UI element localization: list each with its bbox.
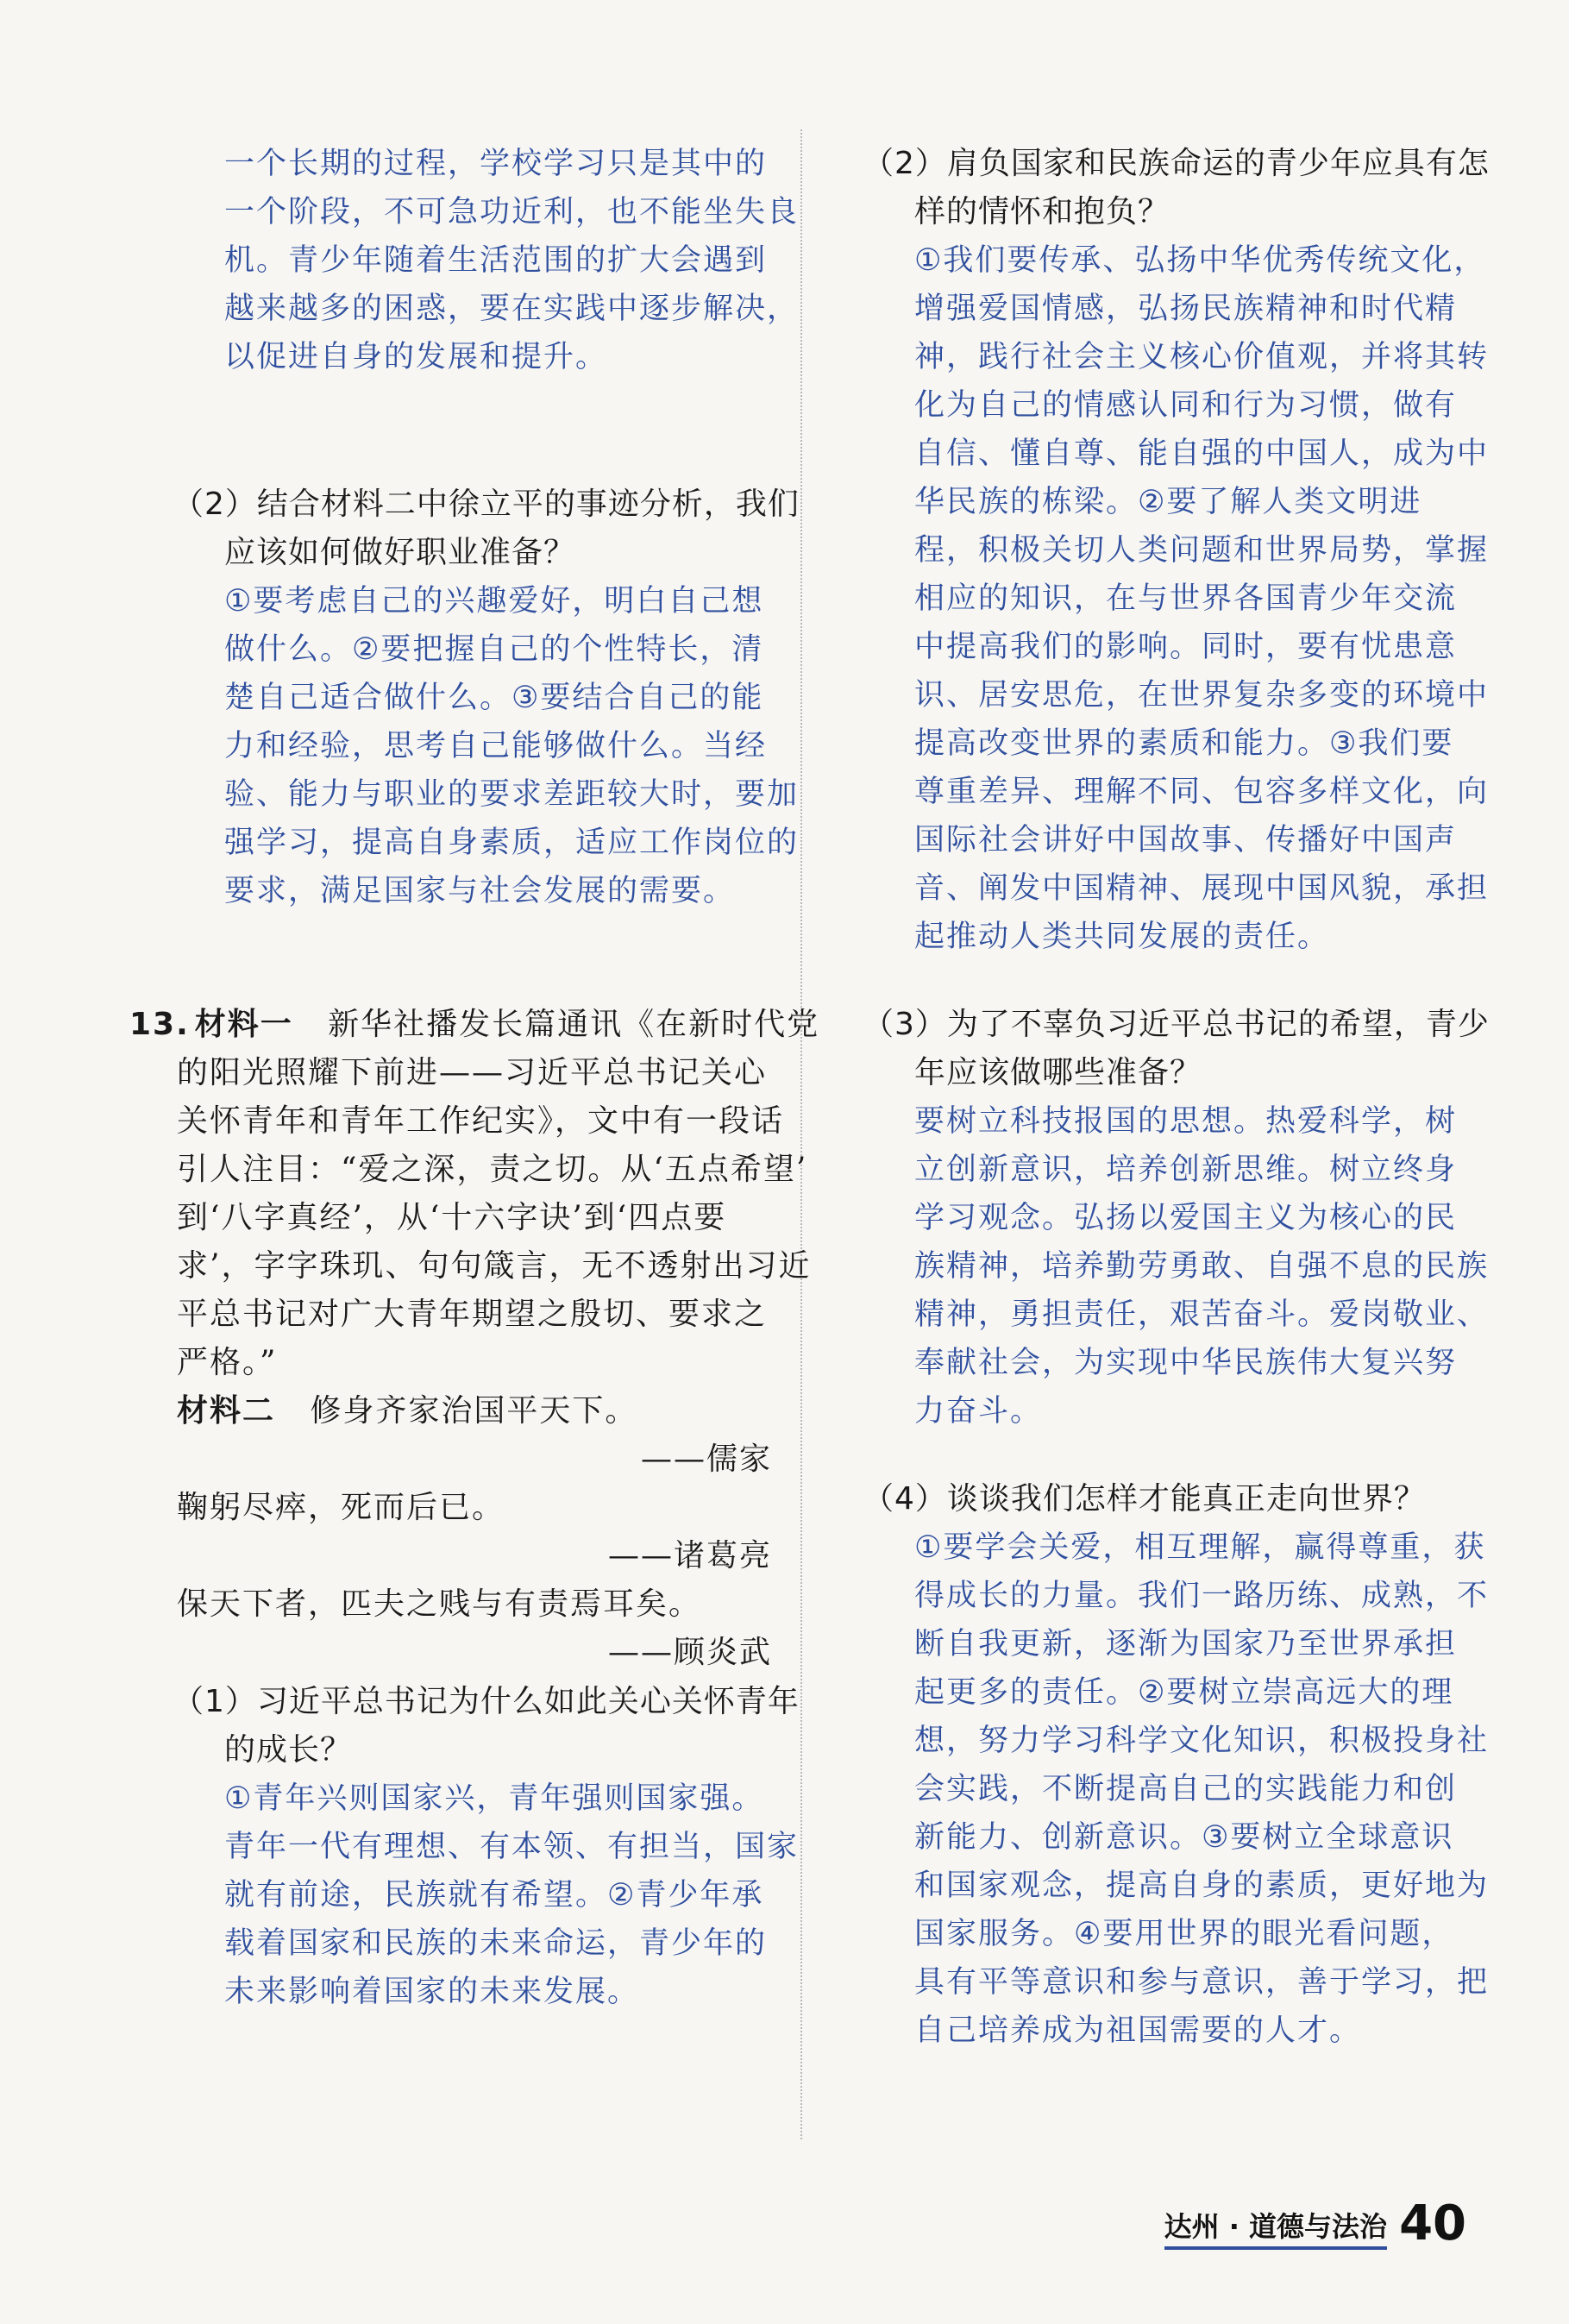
material-2-label: 材料二: [177, 1393, 276, 1429]
material-line: 的阳光照耀下前进——习近平总书记关心: [177, 1055, 768, 1090]
answer-12-2: [224, 577, 799, 915]
answer-13-2: [914, 236, 1489, 961]
answer-line: 神，践行社会主义核心价值观，并将其转: [914, 340, 1490, 374]
answer-line: 奉献社会，为实现中华民族伟大复兴努: [914, 1346, 1458, 1380]
answer-line: 起推动人类共同发展的责任。: [914, 920, 1330, 954]
question-line: （2）结合材料二中徐立平的事迹分析，我们: [173, 487, 800, 522]
material-line: 求’，字字珠玑、句句箴言，无不透射出习近: [177, 1248, 812, 1284]
material-1-text: 新华社播发长篇通讯《在新时代党: [328, 1007, 820, 1042]
question-line: 样的情怀和抱负？: [914, 194, 1170, 229]
material-2-text: 修身齐家治国平天下。: [310, 1393, 638, 1429]
answer-line: 越来越多的困惑，要在实践中逐步解决，: [224, 292, 800, 326]
answer-line: 力奋斗。: [914, 1394, 1043, 1429]
answer-line: 提高改变世界的素质和能力。③我们要: [914, 726, 1454, 761]
answer-line: 断自我更新，逐渐为国家乃至世界承担: [914, 1627, 1458, 1661]
answer-line: 要求，满足国家与社会发展的需要。: [224, 874, 736, 908]
quote-source: ——诸葛亮: [607, 1538, 772, 1573]
quote-source: ——顾炎武: [607, 1635, 772, 1670]
answer-line: 机。青少年随着生活范围的扩大会遇到: [224, 243, 768, 278]
answer-line: 学习观念。弘扬以爱国主义为核心的民: [914, 1201, 1458, 1235]
answer-line: 族精神，培养勤劳勇敢、自强不息的民族: [914, 1249, 1490, 1284]
answer-line: 会实践，不断提高自己的实践能力和创: [914, 1772, 1458, 1806]
answer-line: 起更多的责任。②要树立崇高远大的理: [914, 1675, 1454, 1710]
question-line: （1）习近平总书记为什么如此关心关怀青年: [173, 1684, 800, 1719]
answer-line: 自信、懂自尊、能自强的中国人，成为中: [914, 437, 1490, 471]
answer-continued: [224, 140, 799, 381]
question-line: （3）为了不辜负习近平总书记的希望，青少: [863, 1007, 1490, 1042]
material-line: 引人注目：“爱之深，责之切。从‘五点希望’: [177, 1152, 808, 1187]
answer-line: ①青年兴则国家兴，青年强则国家强。: [224, 1781, 764, 1816]
question-13-4: [863, 1475, 1426, 1523]
question-number: 13.: [129, 1007, 190, 1042]
answer-line: 国家服务。④要用世界的眼光看问题，: [914, 1917, 1454, 1951]
answer-line: 程，积极关切人类问题和世界局势，掌握: [914, 533, 1490, 568]
material-1-label: 材料一: [194, 1007, 293, 1042]
question-line: 的成长？: [224, 1732, 353, 1768]
answer-line: 化为自己的情感认同和行为习惯，做有: [914, 388, 1458, 423]
answer-line: 以促进自身的发展和提升。: [224, 340, 608, 374]
answer-line: 就有前途，民族就有希望。②青少年承: [224, 1878, 764, 1913]
answer-line: 相应的知识，在与世界各国青少年交流: [914, 581, 1458, 616]
quote-source: ——儒家: [640, 1442, 772, 1477]
page-footer: [1121, 2189, 1466, 2250]
question-13-1: [173, 1678, 800, 1774]
answer-line: 一个阶段，不可急功近利，也不能坐失良: [224, 195, 800, 229]
answer-line: 自己培养成为祖国需要的人才。: [914, 2013, 1362, 2048]
question-line: 年应该做哪些准备？: [914, 1055, 1202, 1090]
material-line: 到‘八字真经’，从‘十六字诀’到‘四点要: [177, 1200, 727, 1235]
answer-line: 青年一代有理想、有本领、有担当，国家: [224, 1830, 800, 1864]
answer-line: 华民族的栋梁。②要了解人类文明进: [914, 485, 1422, 519]
answer-line: 中提高我们的影响。同时，要有忧患意: [914, 630, 1458, 664]
answer-line: 载着国家和民族的未来命运，青少年的: [224, 1926, 768, 1961]
quote-text: 鞠躬尽瘁，死而后已。: [177, 1490, 505, 1525]
answer-line: 要树立科技报国的思想。热爱科学，树: [914, 1104, 1458, 1139]
material-line: 严格。”: [177, 1345, 278, 1380]
answer-line: ①要考虑自己的兴趣爱好，明白自己想: [224, 584, 764, 619]
material-2-line: [177, 1387, 776, 1435]
question-line: （4）谈谈我们怎样才能真正走向世界？: [863, 1481, 1426, 1517]
answer-line: 和国家观念，提高自身的素质，更好地为: [914, 1869, 1490, 1903]
quote-text: 保天下者，匹夫之贱与有责焉耳矣。: [177, 1586, 702, 1622]
answer-line: 楚自己适合做什么。③要结合自己的能: [224, 681, 764, 715]
answer-line: 尊重差异、理解不同、包容多样文化，向: [914, 775, 1490, 809]
answer-line: 一个长期的过程，学校学习只是其中的: [224, 147, 768, 181]
page-number: 40: [1399, 2195, 1466, 2252]
answer-line: 验、能力与职业的要求差距较大时，要加: [224, 777, 800, 812]
question-line: （2）肩负国家和民族命运的青少年应具有怎: [863, 146, 1490, 181]
answer-line: ①要学会关爱，相互理解，赢得尊重，获: [914, 1530, 1486, 1565]
answer-line: 音、阐发中国精神、展现中国风貌，承担: [914, 871, 1490, 906]
answer-line: 做什么。②要把握自己的个性特长，清: [224, 632, 764, 667]
answer-line: 力和经验，思考自己能够做什么。当经: [224, 729, 768, 763]
material-1-first-line: [129, 1001, 820, 1049]
answer-13-1: [224, 1774, 799, 2016]
answer-line: 具有平等意识和参与意识，善于学习，把: [914, 1965, 1490, 2000]
answer-line: 国际社会讲好中国故事、传播好中国声: [914, 823, 1458, 857]
material-line: 平总书记对广大青年期望之殷切、要求之: [177, 1297, 768, 1332]
material-line: 关怀青年和青年工作纪实》，文中有一段话: [177, 1103, 785, 1139]
answer-line: 立创新意识，培养创新思维。树立终身: [914, 1153, 1458, 1187]
answer-line: 想，努力学习科学文化知识，积极投身社: [914, 1724, 1490, 1758]
answer-line: 精神，勇担责任，艰苦奋斗。爱岗敬业、: [914, 1297, 1490, 1332]
answer-line: 新能力、创新意识。③要树立全球意识: [914, 1820, 1454, 1855]
answer-line: 得成长的力量。我们一路历练、成熟，不: [914, 1579, 1490, 1613]
answer-line: ①我们要传承、弘扬中华优秀传统文化，: [914, 243, 1486, 278]
question-line: 应该如何做好职业准备？: [224, 535, 576, 570]
answer-line: 增强爱国情感，弘扬民族精神和时代精: [914, 292, 1458, 326]
footer-label: 达州 · 道德与法治: [1164, 2205, 1387, 2250]
question-13-2: [863, 140, 1490, 236]
question-13: [129, 1001, 820, 1677]
answer-line: 识、居安思危，在世界复杂多变的环境中: [914, 678, 1490, 713]
answer-13-3: [914, 1097, 1489, 1435]
answer-line: 未来影响着国家的未来发展。: [224, 1975, 640, 2009]
answer-13-4: [914, 1523, 1489, 2055]
answer-line: 强学习，提高自身素质，适应工作岗位的: [224, 826, 800, 860]
question-13-3: [863, 1001, 1490, 1097]
question-12-2: [173, 481, 800, 577]
column-divider: [800, 129, 802, 2139]
